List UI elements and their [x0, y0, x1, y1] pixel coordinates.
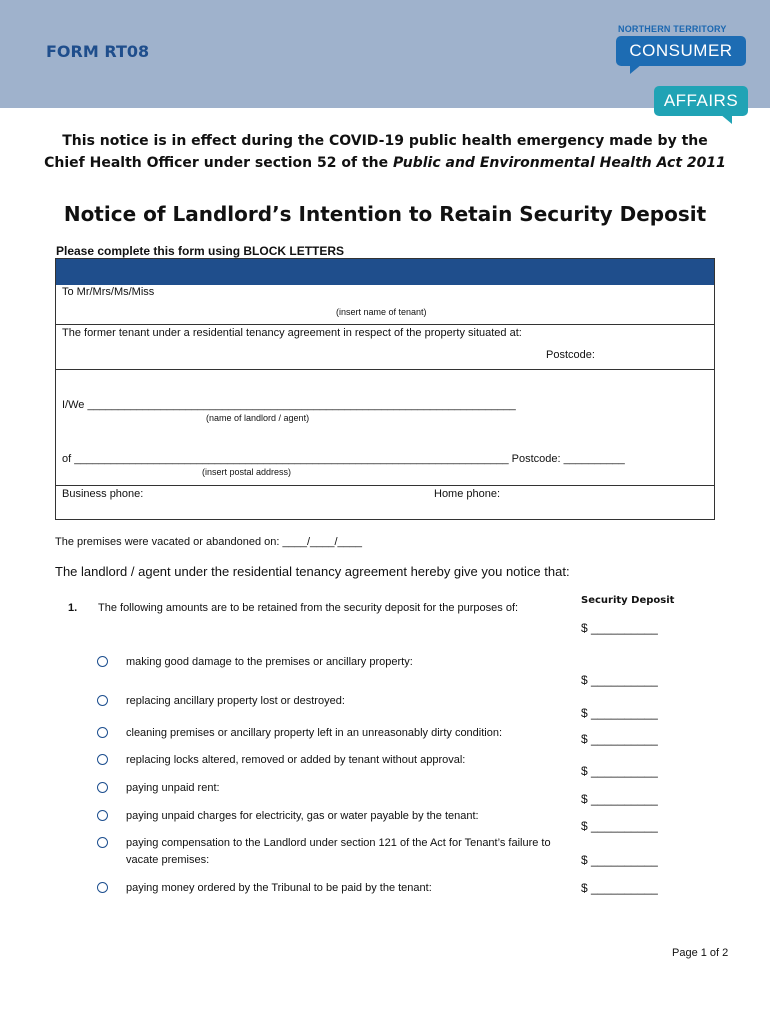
form-header-bar [56, 259, 714, 285]
amount-field[interactable]: $ __________ [581, 853, 658, 867]
option-radio[interactable] [97, 695, 108, 706]
covid-notice [40, 130, 730, 174]
home-phone-field[interactable]: Home phone: [434, 488, 501, 500]
logo-bubble-affairs: AFFAIRS [654, 86, 748, 116]
logo-bubble-tail [720, 114, 732, 124]
divider [56, 369, 714, 370]
amount-field[interactable]: $ __________ [581, 706, 658, 720]
tenant-details-form [55, 258, 715, 520]
total-amount-field[interactable]: $ __________ [581, 621, 658, 635]
divider [56, 324, 714, 325]
option-radio[interactable] [97, 727, 108, 738]
option-label: paying unpaid rent: [126, 782, 220, 794]
postal-address-field[interactable]: of _______________________________________________________________________ Postcode: __________ [62, 453, 625, 465]
option-label: paying money ordered by the Tribunal to be paid by the tenant: [126, 882, 432, 894]
to-label: To Mr/Mrs/Ms/Miss [62, 286, 155, 298]
landlord-name-hint: (name of landlord / agent) [206, 413, 310, 423]
tenant-name-hint: (insert name of tenant) [336, 307, 427, 317]
landlord-name-field[interactable]: I/We ______________________________________________________________________ [62, 399, 516, 411]
option-label: replacing locks altered, removed or added by tenant without approval: [126, 754, 466, 766]
page-title: Notice of Landlord’s Intention to Retain Security Deposit [63, 202, 707, 226]
option-radio[interactable] [97, 754, 108, 765]
option-label: replacing ancillary property lost or destroyed: [126, 695, 345, 707]
logo-top-text: NORTHERN TERRITORY [618, 24, 727, 34]
notice-text: This notice is in effect during the COVID-19 public health emergency made by the Chief Health Officer under section 52 of the [44, 133, 708, 171]
property-label[interactable]: The former tenant under a residential tenancy agreement in respect of the property situated at: [62, 327, 522, 339]
consumer-affairs-logo [616, 24, 750, 110]
postal-address-hint: (insert postal address) [202, 467, 292, 477]
amount-field[interactable]: $ __________ [581, 764, 658, 778]
postcode-label: Postcode: [546, 349, 595, 361]
page-number: Page 1 of 2 [672, 947, 729, 959]
amount-field[interactable]: $ __________ [581, 881, 658, 895]
business-phone-field[interactable]: Business phone: [62, 488, 144, 500]
instruction: Please complete this form using BLOCK LETTERS [56, 244, 345, 258]
option-radio[interactable] [97, 882, 108, 893]
notice-statement: The landlord / agent under the residential tenancy agreement hereby give you notice that: [55, 564, 570, 579]
security-deposit-header: Security Deposit [581, 595, 675, 606]
item-text: The following amounts are to be retained from the security deposit for the purposes of: [98, 602, 519, 614]
divider [56, 485, 714, 486]
amount-field[interactable]: $ __________ [581, 819, 658, 833]
option-label: cleaning premises or ancillary property left in an unreasonably dirty condition: [126, 727, 503, 739]
option-radio[interactable] [97, 782, 108, 793]
option-label: paying unpaid charges for electricity, gas or water payable by the tenant: [126, 810, 479, 822]
vacated-date-field[interactable]: The premises were vacated or abandoned on: ____/____/____ [55, 536, 362, 548]
amount-field[interactable]: $ __________ [581, 792, 658, 806]
item-number: 1. [68, 602, 78, 614]
option-label: making good damage to the premises or ancillary property: [126, 656, 413, 668]
form-code: FORM RT08 [46, 42, 150, 61]
option-radio[interactable] [97, 837, 108, 848]
amount-field[interactable]: $ __________ [581, 673, 658, 687]
act-name: Public and Environmental Health Act 2011 [392, 155, 726, 171]
option-radio[interactable] [97, 656, 108, 667]
logo-bubble-consumer: CONSUMER [616, 36, 746, 66]
option-radio[interactable] [97, 810, 108, 821]
amount-field[interactable]: $ __________ [581, 732, 658, 746]
option-label: paying compensation to the Landlord under section 121 of the Act for Tenant’s failure to vacate premises: [126, 837, 551, 866]
logo-bubble-tail [630, 64, 642, 74]
